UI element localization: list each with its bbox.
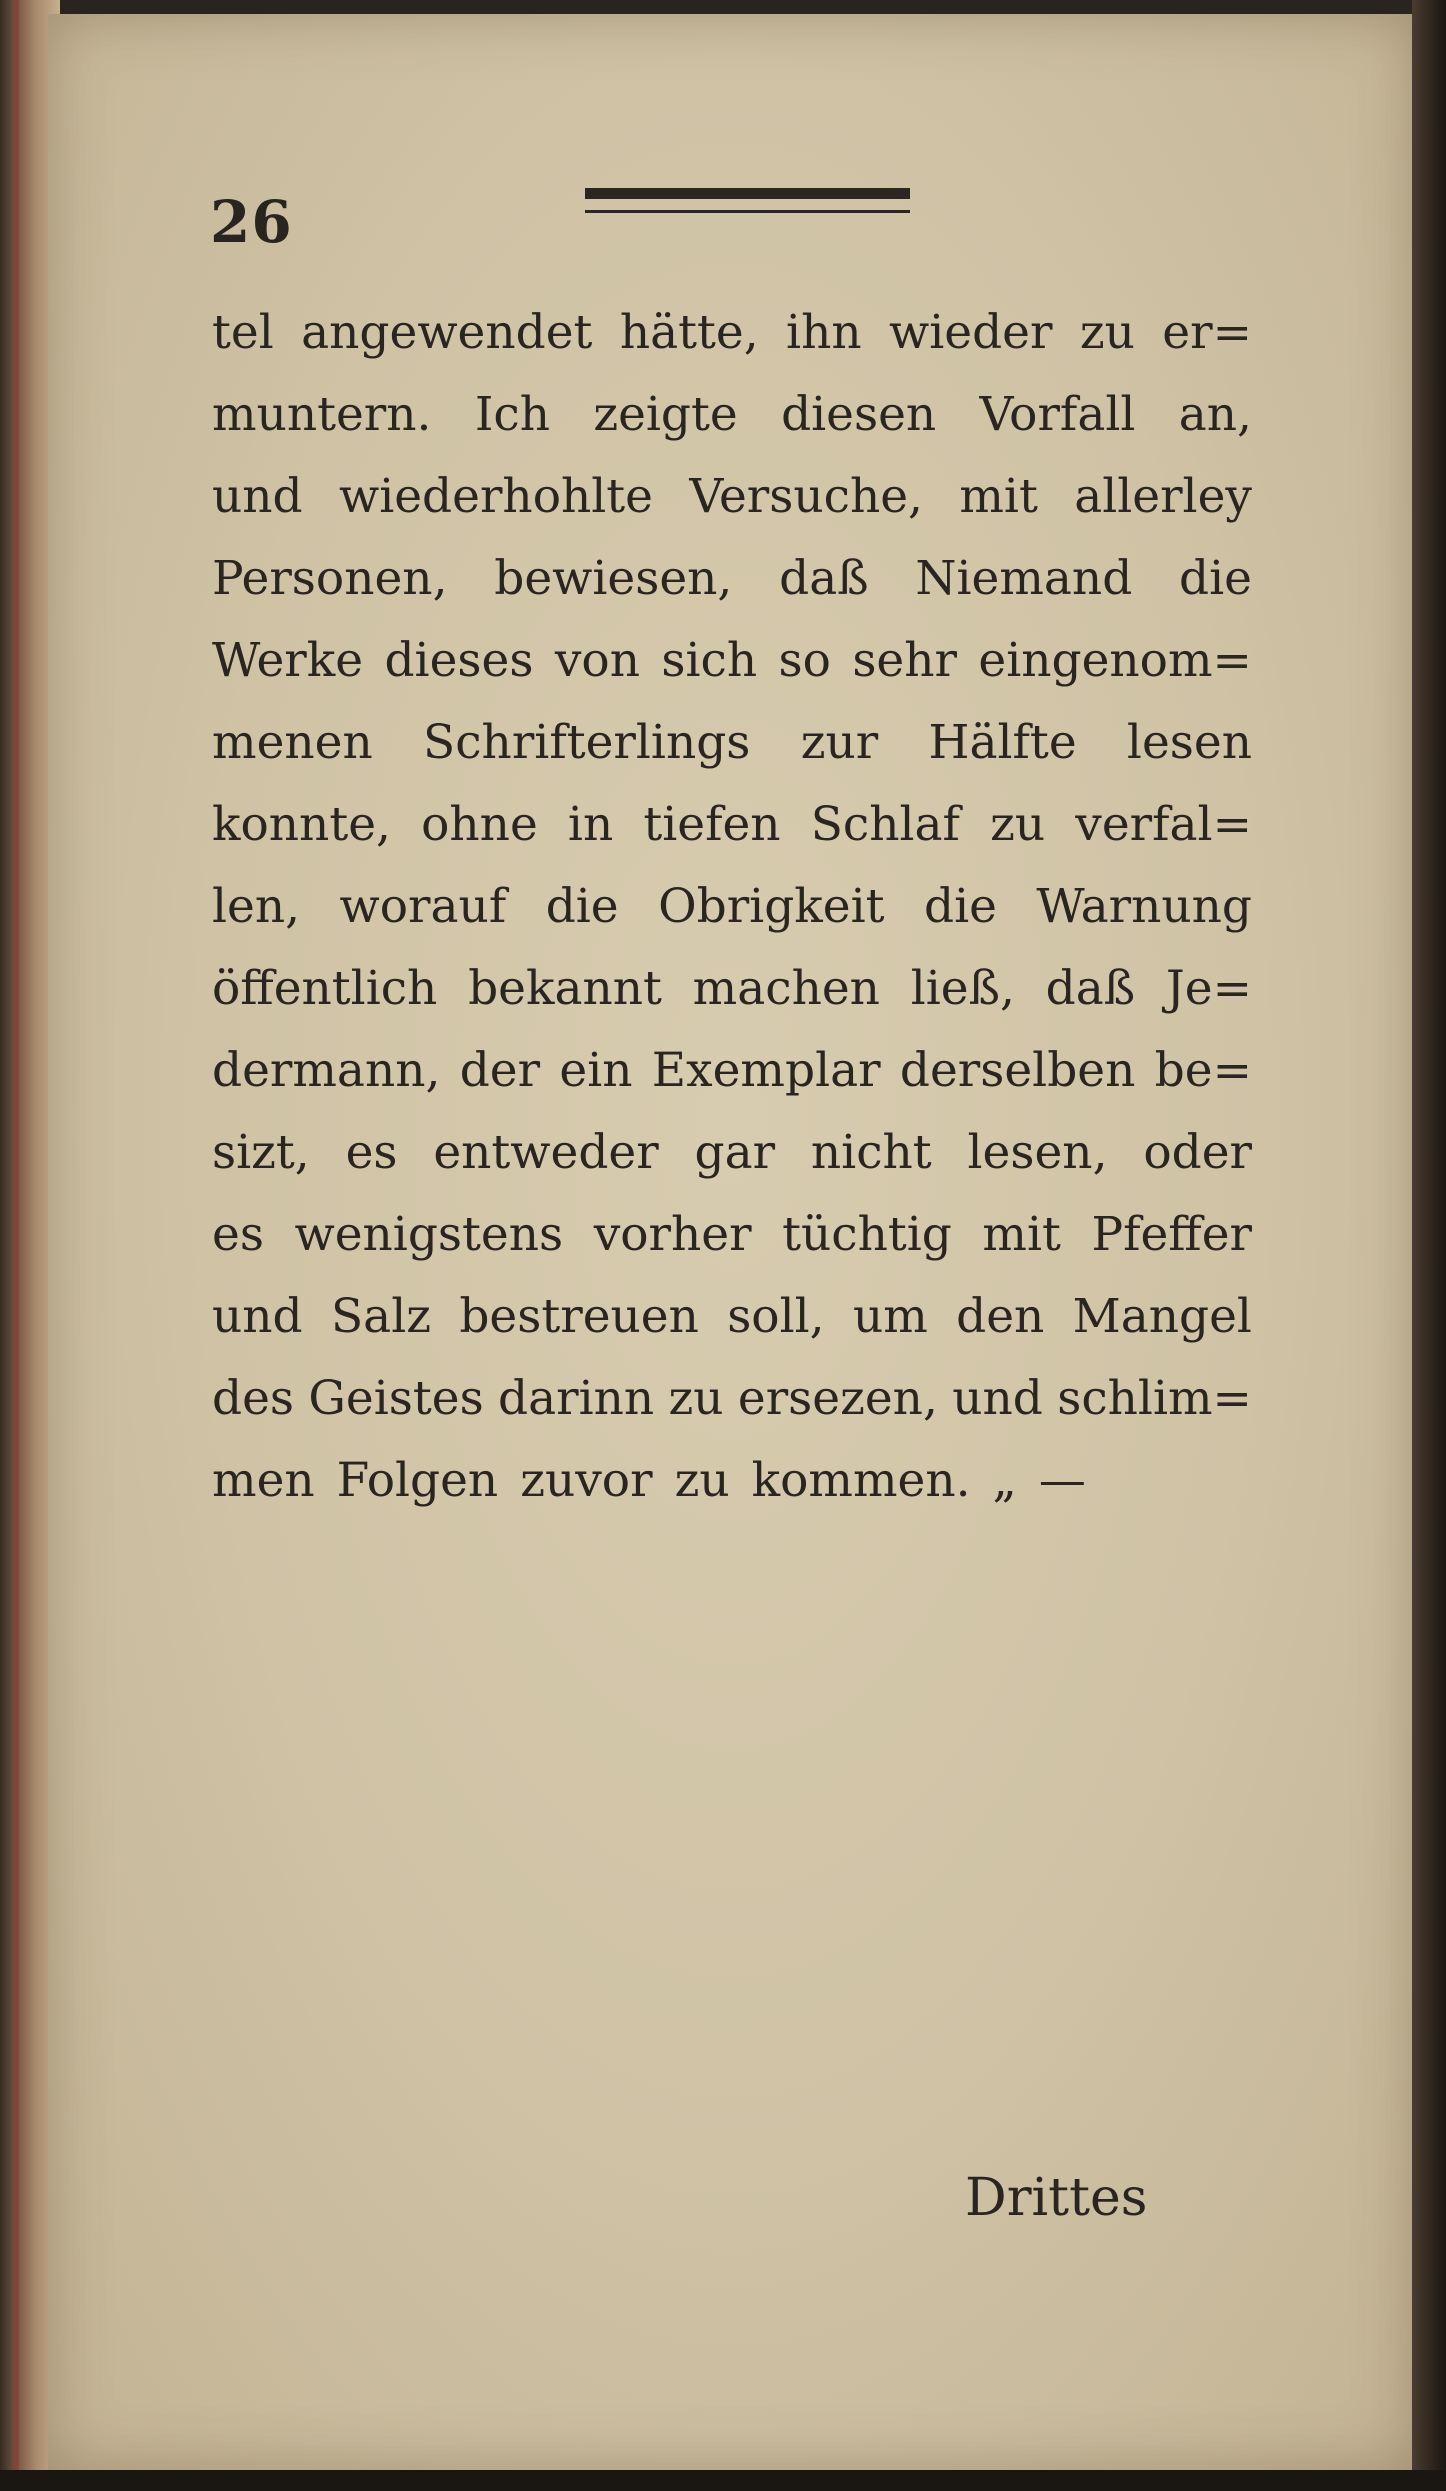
text-word: die [545,879,619,934]
text-word: tüchtig [782,1207,952,1262]
text-word: gar [694,1125,776,1180]
text-word: Schrifterlings [423,715,751,770]
text-word: Geistes [308,1371,484,1426]
text-word: angewendet [301,305,593,360]
page-number: 26 [210,188,293,256]
text-word: Personen, [212,551,448,606]
text-word: wenigstens [294,1207,564,1262]
text-word: dieses [384,633,534,688]
text-word: die [923,879,997,934]
text-word: Niemand [915,551,1133,606]
text-word: die [1179,551,1252,606]
text-word: daß [779,551,869,606]
text-line [212,1358,1252,1440]
text-word: an, [1178,387,1252,442]
text-word: ersezen, [737,1371,938,1426]
text-line [212,866,1252,948]
text-word: len, [212,879,301,934]
text-word: tiefen [643,797,781,852]
text-word: Versuche, [689,469,923,524]
text-word: es [212,1207,264,1262]
text-line [212,538,1252,620]
text-word: bewiesen, [494,551,733,606]
text-word: Vorfall [979,387,1136,442]
text-word: ohne [421,797,538,852]
bottom-shadow [0,2470,1446,2491]
text-word: Je= [1165,961,1252,1016]
text-word: und [952,1371,1043,1426]
text-line [212,1276,1252,1358]
text-word: sehr [852,633,957,688]
text-word: diesen [781,387,937,442]
text-word: tel [212,305,274,360]
text-word: Schlaf [810,797,960,852]
text-word: wiederhohlte [338,469,653,524]
text-word: daß [1045,961,1136,1016]
text-word: oder [1143,1125,1252,1180]
text-word: zeigte [593,387,738,442]
text-word: Salz [330,1289,431,1344]
text-word: Folgen [336,1453,499,1508]
header-rule-thin [585,210,910,213]
text-word: entweder [433,1125,659,1180]
text-word: zu [990,797,1046,852]
text-line [212,292,1252,374]
text-word: er= [1162,305,1252,360]
text-word: Ich [474,387,550,442]
text-word: dermann, [212,1043,441,1098]
header-rule [585,188,910,228]
text-word: allerley [1074,469,1252,524]
text-word: soll, [727,1289,825,1344]
text-word: Werke [212,633,364,688]
text-word: Hälfte [928,715,1077,770]
text-word: wieder [889,305,1053,360]
text-word: men [212,1453,315,1508]
text-word: des [212,1371,295,1426]
text-word: schlim= [1057,1371,1252,1426]
text-word: be= [1154,1043,1252,1098]
text-line [212,1194,1252,1276]
text-word: worauf [339,879,507,934]
text-word: vorher [593,1207,752,1262]
text-word: zu [668,1371,724,1426]
text-word: hätte, [619,305,759,360]
text-word: eingenom= [978,633,1252,688]
text-word: Obrigkeit [658,879,885,934]
text-line [212,620,1252,702]
text-line [212,702,1252,784]
text-word: lesen, [967,1125,1108,1180]
text-word: sizt, [212,1125,310,1180]
text-word: mit [982,1207,1061,1262]
text-word: ihn [786,305,862,360]
text-word: mit [959,469,1038,524]
text-word: der [459,1043,541,1098]
text-word: von [554,633,640,688]
text-word: Pfeffer [1091,1207,1252,1262]
text-word: verfal= [1075,797,1252,852]
text-line [212,374,1252,456]
body-text [212,292,1252,1522]
text-word: öffentlich [212,961,438,1016]
text-word: ein [559,1043,633,1098]
text-word: „ [992,1453,1017,1508]
text-word: sich [661,633,758,688]
text-line [212,784,1252,866]
text-word: um [852,1289,928,1344]
text-line [212,948,1252,1030]
text-word: zu [1079,305,1135,360]
text-word: — [1038,1453,1086,1508]
text-word: zu [674,1453,730,1508]
text-word: Mangel [1072,1289,1252,1344]
text-word: und [212,469,303,524]
text-word: machen [692,961,880,1016]
text-line [212,1030,1252,1112]
text-word: darinn [498,1371,655,1426]
text-word: konnte, [212,797,391,852]
text-word: zur [800,715,879,770]
text-word: den [956,1289,1045,1344]
text-word: es [345,1125,398,1180]
text-word: in [567,797,614,852]
right-page-edge [1412,0,1446,2491]
text-word: bestreuen [459,1289,699,1344]
text-word: menen [212,715,373,770]
text-word: zuvor [520,1453,653,1508]
text-line [212,1440,1252,1522]
text-line [212,456,1252,538]
catchword: Drittes [965,2168,1148,2228]
text-word: Warnung [1036,879,1252,934]
text-word: und [212,1289,303,1344]
text-word: lesen [1126,715,1252,770]
text-word: bekannt [468,961,662,1016]
text-word: ließ, [910,961,1015,1016]
text-word: derselben [899,1043,1136,1098]
text-word: nicht [810,1125,932,1180]
text-line [212,1112,1252,1194]
text-word: so [778,633,831,688]
text-word: kommen. [751,1453,971,1508]
text-word: Exemplar [651,1043,881,1098]
text-word: muntern. [212,387,432,442]
header-rule-thick [585,188,910,199]
